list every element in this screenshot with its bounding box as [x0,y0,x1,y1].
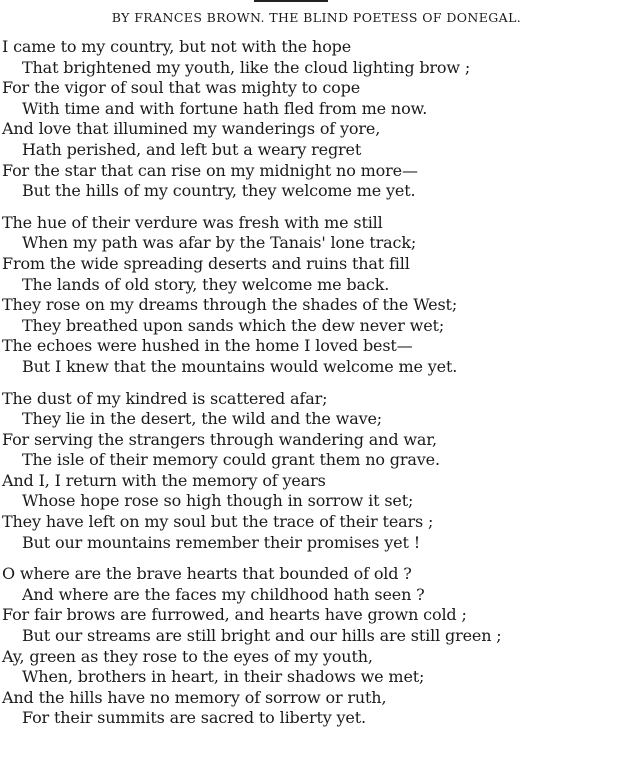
poem-line: And the hills have no memory of sorrow or ruth, [2,687,387,707]
poem-line: But I knew that the mountains would welcome me yet. [22,356,458,376]
stanza-2 [2,213,632,378]
poem-line: They lie in the desert, the wild and the wave; [22,409,383,429]
poem-line: O where are the brave hearts that bounded of old ? [2,564,412,584]
poem-line: The dust of my kindred is scattered afar; [2,388,328,408]
poem [2,37,632,729]
poem-line: The lands of old story, they welcome me back. [22,274,390,294]
poem-line: They have left on my soul but the trace of their tears ; [2,512,434,532]
poem-line: I came to my country, but not with the hope [2,37,352,56]
poem-line: Hath perished, and left but a weary regret [22,139,362,159]
byline: BY FRANCES BROWN. THE BLIND POETESS OF DONEGAL. [111,10,522,25]
poem-line: And where are the faces my childhood hath seen ? [22,584,425,604]
poem-line: For serving the strangers through wandering and war, [2,429,437,449]
poem-line: When, brothers in heart, in their shadows we met; [22,667,425,687]
poem-line: They rose on my dreams through the shades of the West; [2,295,458,315]
poem-line: For the star that can rise on my midnight no more— [2,160,418,180]
poem-line: With time and with fortune hath fled from me now. [22,98,428,118]
poem-line: And love that illumined my wanderings of yore, [2,119,381,139]
top-rule [254,0,328,2]
poem-line: When my path was afar by the Tanais' lone track; [22,233,417,253]
poem-line: And I, I return with the memory of years [2,470,326,490]
poem-line: For their summits are sacred to liberty yet. [22,708,366,728]
poem-line: The isle of their memory could grant them no grave. [22,450,440,470]
poem-line: They breathed upon sands which the dew never wet; [22,315,445,335]
poem-line: For fair brows are furrowed, and hearts have grown cold ; [2,605,467,625]
poem-line: The echoes were hushed in the home I loved best— [2,336,413,356]
stanza-4 [2,564,632,729]
poem-line: But our streams are still bright and our hills are still green ; [22,626,502,646]
stanza-1 [2,37,632,202]
poem-line: That brightened my youth, like the cloud lighting brow ; [22,57,471,77]
poem-line: From the wide spreading deserts and ruins that fill [2,253,410,273]
poem-line: The hue of their verdure was fresh with me still [2,212,383,232]
poem-line: Ay, green as they rose to the eyes of my youth, [2,646,373,666]
poem-line: But the hills of my country, they welcome me yet. [22,181,416,201]
poem-line: Whose hope rose so high though in sorrow it set; [22,491,414,511]
poem-line: For the vigor of soul that was mighty to cope [2,78,361,98]
poem-line: But our mountains remember their promises yet ! [22,532,420,552]
stanza-3 [2,389,632,554]
